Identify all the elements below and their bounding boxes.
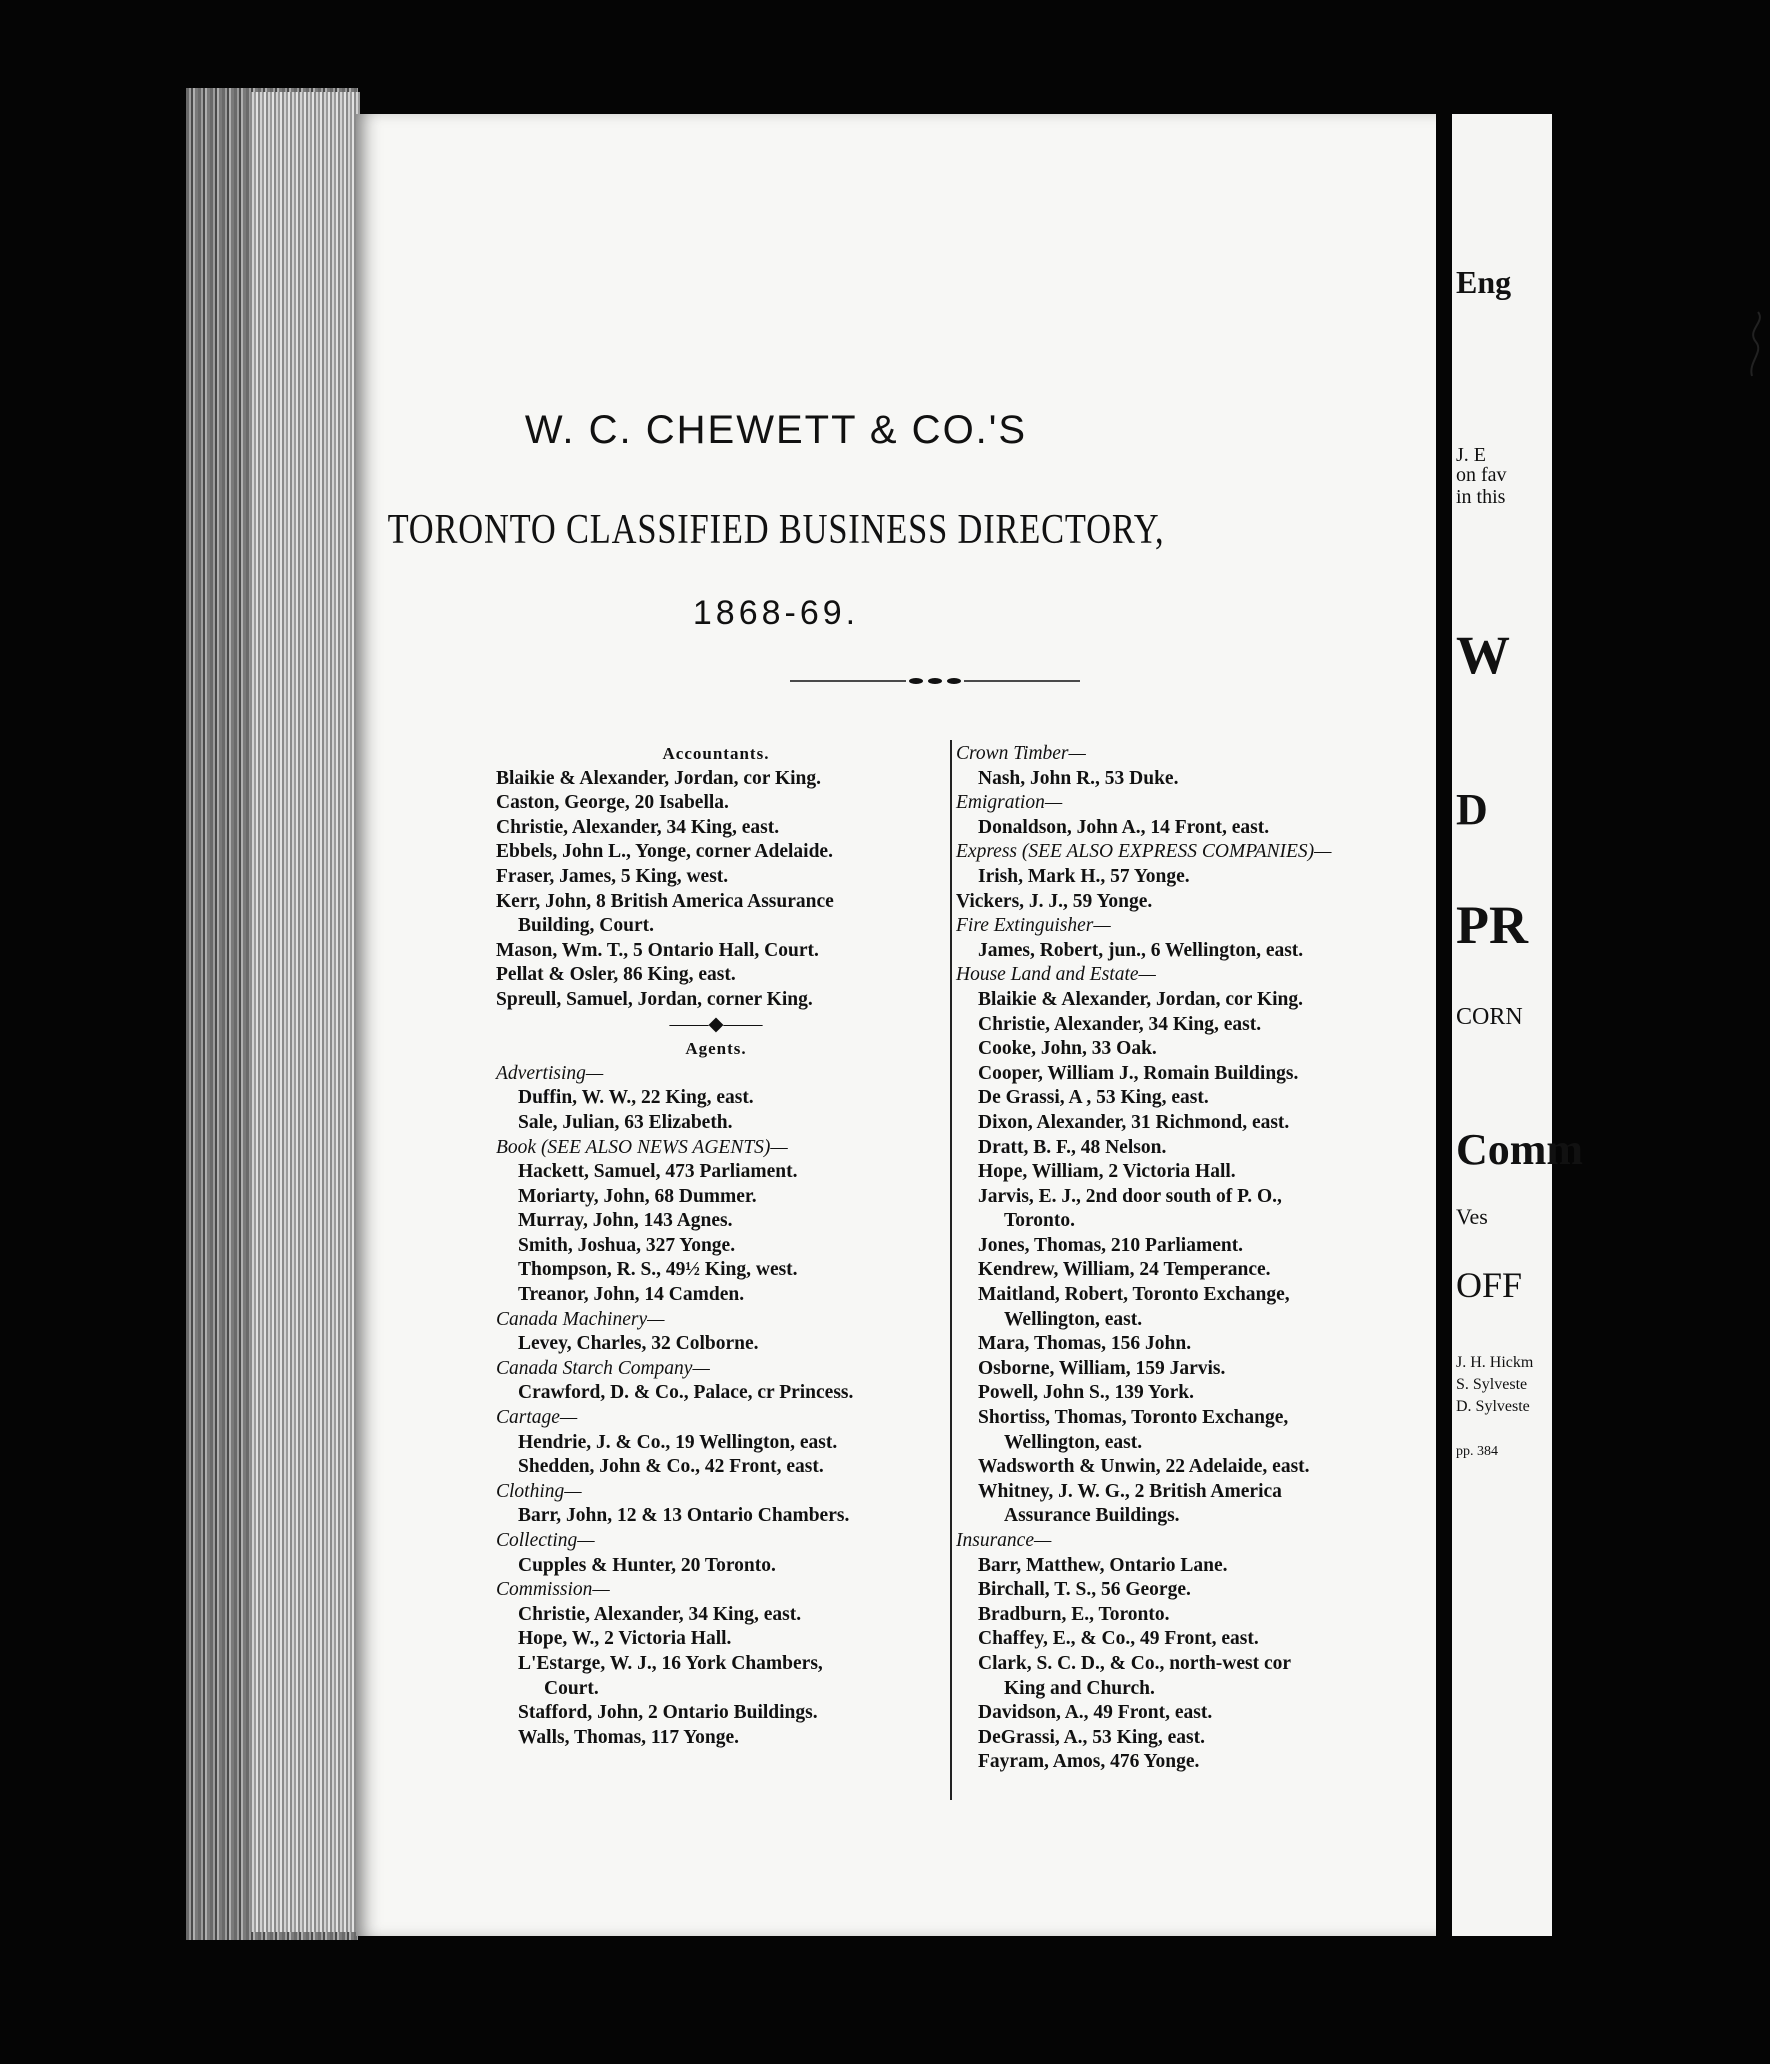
directory-entry: Hendrie, J. & Co., 19 Wellington, east. xyxy=(518,1431,838,1453)
directory-entry: De Grassi, A , 53 King, east. xyxy=(978,1087,1209,1109)
directory-entry: Christie, Alexander, 34 King, east. xyxy=(518,1603,802,1625)
section-divider: ——◆—— xyxy=(669,1013,763,1035)
directory-entry: Cooper, William J., Romain Buildings. xyxy=(978,1062,1299,1084)
directory-entry: Duffin, W. W., 22 King, east. xyxy=(518,1087,754,1109)
subsection-heading: Commission— xyxy=(496,1579,610,1601)
directory-entry: Barr, Matthew, Ontario Lane. xyxy=(978,1554,1228,1576)
subsection-heading: Insurance— xyxy=(956,1530,1052,1551)
directory-entry: Kendrew, William, 24 Temperance. xyxy=(978,1259,1271,1281)
subsection-heading: Emigration— xyxy=(956,792,1063,814)
directory-entry: Christie, Alexander, 34 King, east. xyxy=(978,1013,1262,1035)
directory-entry: DeGrassi, A., 53 King, east. xyxy=(978,1726,1205,1748)
directory-entry: Davidson, A., 49 Front, east. xyxy=(978,1702,1213,1724)
directory-entry: Blaikie & Alexander, Jordan, cor King. xyxy=(496,767,822,789)
directory-entry: Maitland, Robert, Toronto Exchange, xyxy=(978,1284,1290,1306)
directory-entry: Hackett, Samuel, 473 Parliament. xyxy=(518,1161,798,1183)
subsection-heading: Collecting— xyxy=(496,1530,595,1551)
adjacent-page-fragment: Ves xyxy=(1456,1204,1488,1229)
directory-entry: Mara, Thomas, 156 John. xyxy=(978,1333,1192,1355)
adjacent-page-fragment: on fav xyxy=(1456,464,1507,486)
adjacent-page-fragment: S. Sylveste xyxy=(1456,1376,1528,1393)
subsection-heading: Express (SEE ALSO EXPRESS COMPANIES)— xyxy=(956,841,1332,863)
directory-entry: Nash, John R., 53 Duke. xyxy=(978,767,1179,789)
subsection-heading: Book (SEE ALSO NEWS AGENTS)— xyxy=(496,1136,788,1158)
subsection-heading: Canada Machinery— xyxy=(496,1308,665,1330)
directory-entry: Jones, Thomas, 210 Parliament. xyxy=(978,1234,1244,1256)
directory-entry: James, Robert, jun., 6 Wellington, east. xyxy=(978,939,1304,961)
directory-entry: Jarvis, E. J., 2nd door south of P. O., xyxy=(978,1185,1282,1207)
directory-entry: Fayram, Amos, 476 Yonge. xyxy=(978,1751,1200,1773)
directory-entry: Walls, Thomas, 117 Yonge. xyxy=(518,1726,740,1748)
directory-entry: Mason, Wm. T., 5 Ontario Hall, Court. xyxy=(496,939,819,961)
directory-entry: Pellat & Osler, 86 King, east. xyxy=(496,964,736,986)
directory-entry: Smith, Joshua, 327 Yonge. xyxy=(518,1234,736,1256)
directory-entry: Sale, Julian, 63 Elizabeth. xyxy=(518,1111,733,1133)
page-mark xyxy=(1740,310,1770,380)
directory-entry: Toronto. xyxy=(1004,1210,1075,1232)
adjacent-page-fragment: Comm xyxy=(1456,1125,1584,1174)
directory-entry: Powell, John S., 139 York. xyxy=(978,1382,1194,1404)
directory-entry: Levey, Charles, 32 Colborne. xyxy=(518,1333,759,1355)
directory-entry: Bradburn, E., Toronto. xyxy=(978,1603,1170,1625)
directory-entry: Court. xyxy=(544,1677,599,1699)
subsection-heading: Canada Starch Company— xyxy=(496,1357,710,1379)
directory-entry: Donaldson, John A., 14 Front, east. xyxy=(978,816,1270,838)
directory-entry: Fraser, James, 5 King, west. xyxy=(496,865,729,887)
section-heading: Agents. xyxy=(685,1039,747,1059)
subsection-heading: Clothing— xyxy=(496,1480,582,1502)
adjacent-page-fragment: W xyxy=(1456,625,1510,685)
directory-entry: King and Church. xyxy=(1004,1677,1155,1699)
column-divider xyxy=(950,740,952,1800)
adjacent-page-fragment: Eng xyxy=(1456,264,1512,300)
directory-entry: Birchall, T. S., 56 George. xyxy=(978,1579,1191,1601)
directory-entry: Ebbels, John L., Yonge, corner Adelaide. xyxy=(496,841,833,863)
right-column xyxy=(956,742,1396,1775)
directory-entry: Crawford, D. & Co., Palace, cr Princess. xyxy=(518,1382,854,1404)
directory-entry: Chaffey, E., & Co., 49 Front, east. xyxy=(978,1628,1259,1650)
directory-entry: Barr, John, 12 & 13 Ontario Chambers. xyxy=(518,1505,850,1527)
adjacent-page-fragment: PR xyxy=(1456,895,1528,955)
directory-entry: Clark, S. C. D., & Co., north-west cor xyxy=(978,1652,1292,1674)
directory-entry: Wellington, east. xyxy=(1004,1308,1143,1330)
directory-entry: Murray, John, 143 Agnes. xyxy=(518,1210,733,1232)
title-ornament xyxy=(790,678,1080,684)
left-column xyxy=(496,742,936,1750)
directory-entry: Shedden, John & Co., 42 Front, east. xyxy=(518,1456,824,1478)
directory-entry: Whitney, J. W. G., 2 British America xyxy=(978,1480,1282,1502)
subsection-heading: House Land and Estate— xyxy=(956,964,1156,986)
directory-entry: Kerr, John, 8 British America Assurance xyxy=(496,890,834,912)
directory-entry: Shortiss, Thomas, Toronto Exchange, xyxy=(978,1407,1289,1429)
directory-entry: Thompson, R. S., 49½ King, west. xyxy=(518,1259,798,1281)
book-page-edges-inner xyxy=(250,92,360,1932)
adjacent-page-fragment: in this xyxy=(1456,486,1506,508)
directory-entry: Wadsworth & Unwin, 22 Adelaide, east. xyxy=(978,1456,1310,1478)
directory-entry: Hope, William, 2 Victoria Hall. xyxy=(978,1161,1236,1183)
adjacent-page-fragment: OFF xyxy=(1456,1265,1523,1305)
directory-entry: Irish, Mark H., 57 Yonge. xyxy=(978,865,1190,887)
adjacent-page xyxy=(1452,114,1584,1936)
directory-entry: Caston, George, 20 Isabella. xyxy=(496,792,729,814)
directory-entry: Spreull, Samuel, Jordan, corner King. xyxy=(496,988,813,1010)
directory-entry: Vickers, J. J., 59 Yonge. xyxy=(956,890,1153,912)
subsection-heading: Advertising— xyxy=(496,1062,604,1084)
directory-entry: Cooke, John, 33 Oak. xyxy=(978,1038,1157,1060)
adjacent-page-fragment: pp. 384 xyxy=(1456,1444,1498,1459)
subsection-heading: Cartage— xyxy=(496,1407,578,1429)
directory-entry: Moriarty, John, 68 Dummer. xyxy=(518,1185,757,1207)
adjacent-page-fragment: J. H. Hickm xyxy=(1456,1354,1534,1371)
directory-entry: L'Estarge, W. J., 16 York Chambers, xyxy=(518,1652,823,1674)
subsection-heading: Crown Timber— xyxy=(956,743,1086,764)
directory-entry: Cupples & Hunter, 20 Toronto. xyxy=(518,1554,776,1576)
directory-entry: Assurance Buildings. xyxy=(1004,1505,1180,1527)
adjacent-page-fragment: CORN xyxy=(1456,1004,1523,1030)
directory-title: TORONTO CLASSIFIED BUSINESS DIRECTORY, xyxy=(387,507,1165,553)
section-heading: Accountants. xyxy=(662,744,770,763)
directory-entry: Building, Court. xyxy=(518,915,654,937)
adjacent-page-fragment: D xyxy=(1456,785,1488,834)
adjacent-page-fragment: J. E xyxy=(1456,444,1486,466)
directory-years: 1868-69. xyxy=(692,594,860,632)
directory-entry: Osborne, William, 159 Jarvis. xyxy=(978,1357,1226,1379)
directory-entry: Hope, W., 2 Victoria Hall. xyxy=(518,1628,732,1650)
adjacent-page-fragment: D. Sylveste xyxy=(1456,1398,1530,1415)
directory-entry: Blaikie & Alexander, Jordan, cor King. xyxy=(978,988,1304,1010)
directory-entry: Stafford, John, 2 Ontario Buildings. xyxy=(518,1702,818,1724)
directory-entry: Christie, Alexander, 34 King, east. xyxy=(496,816,780,838)
subsection-heading: Fire Extinguisher— xyxy=(956,915,1111,937)
directory-entry: Wellington, east. xyxy=(1004,1431,1143,1453)
directory-entry: Treanor, John, 14 Camden. xyxy=(518,1284,745,1306)
publisher-title: W. C. CHEWETT & CO.'S xyxy=(524,408,1028,452)
directory-entry: Dixon, Alexander, 31 Richmond, east. xyxy=(978,1111,1290,1133)
directory-entry: Dratt, B. F., 48 Nelson. xyxy=(978,1136,1167,1158)
